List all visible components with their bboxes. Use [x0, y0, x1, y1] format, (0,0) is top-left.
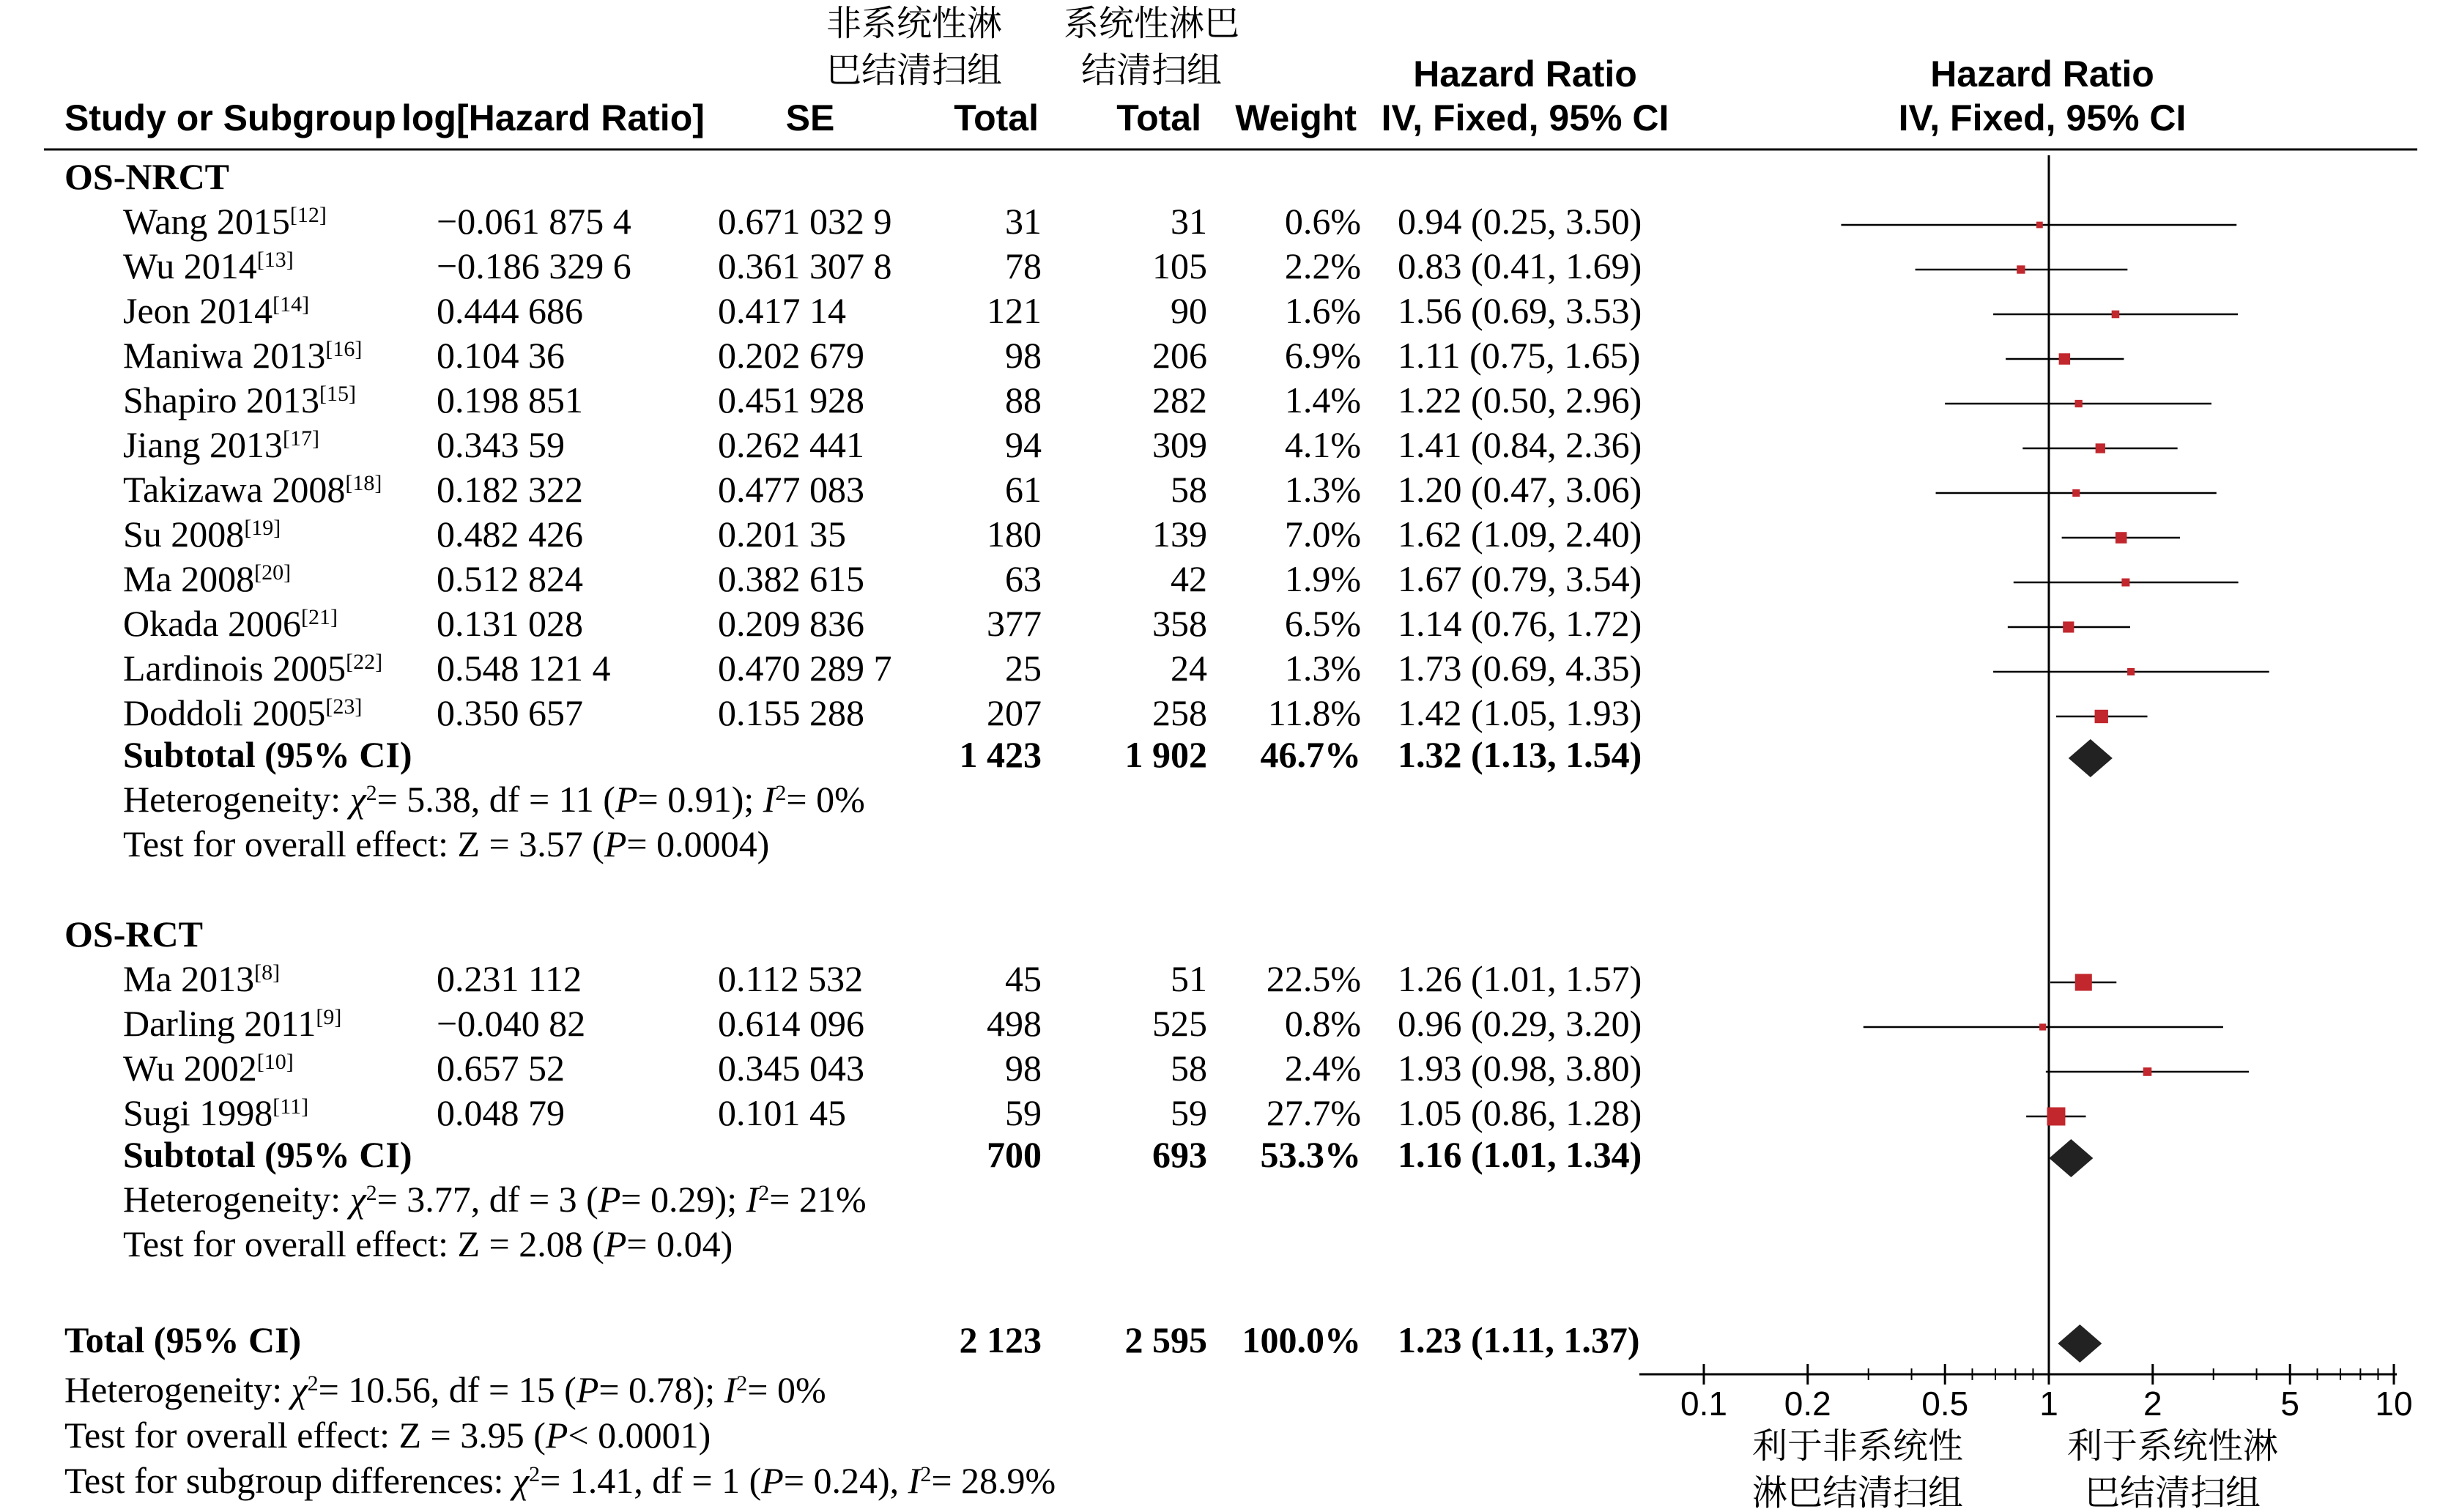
study-total1: 98	[1005, 1048, 1042, 1089]
study-total1: 61	[1005, 469, 1042, 510]
group-heading: OS-NRCT	[64, 156, 230, 197]
header-total2: Total	[1116, 97, 1201, 138]
study-ci: 1.41 (0.84, 2.36)	[1398, 424, 1642, 465]
pooled-diamond	[2069, 739, 2113, 777]
study-total2: 206	[1152, 335, 1207, 376]
study-weight: 1.4%	[1284, 379, 1361, 420]
study-total1: 121	[987, 290, 1042, 331]
study-se: 0.477 083	[718, 469, 864, 510]
study-name: Shapiro 2013[15]	[123, 379, 357, 420]
header-group2-line1: 系统性淋巴	[1063, 3, 1240, 44]
study-total1: 78	[1005, 245, 1042, 286]
study-weight: 7.0%	[1284, 514, 1361, 555]
study-weight: 6.9%	[1284, 335, 1361, 376]
header-se: SE	[785, 97, 835, 138]
study-se: 0.201 35	[718, 514, 846, 555]
header-total1: Total	[954, 97, 1039, 138]
study-ci: 1.11 (0.75, 1.65)	[1398, 335, 1641, 376]
study-total1: 88	[1005, 379, 1042, 420]
study-log-hr: 0.048 79	[437, 1092, 565, 1133]
study-ci: 1.56 (0.69, 3.53)	[1398, 290, 1642, 331]
study-log-hr: 0.512 824	[437, 558, 583, 599]
study-ci: 1.22 (0.50, 2.96)	[1398, 379, 1642, 420]
study-log-hr: −0.186 329 6	[437, 245, 631, 286]
point-estimate	[2121, 579, 2129, 587]
study-weight: 0.6%	[1284, 201, 1361, 242]
header-weight: Weight	[1235, 97, 1357, 138]
subtotal-total1: 1 423	[959, 734, 1042, 775]
study-total2: 59	[1171, 1092, 1207, 1133]
study-se: 0.155 288	[718, 692, 864, 733]
study-ci: 1.62 (1.09, 2.40)	[1398, 514, 1642, 555]
study-total2: 31	[1171, 201, 1207, 242]
study-total2: 139	[1152, 514, 1207, 555]
study-se: 0.112 532	[718, 958, 864, 999]
total-ci: 1.23 (1.11, 1.37)	[1398, 1319, 1640, 1360]
study-weight: 2.4%	[1284, 1048, 1361, 1089]
header-hazard-ratio-left: Hazard Ratio	[1413, 53, 1637, 94]
study-ci: 0.94 (0.25, 3.50)	[1398, 201, 1642, 242]
subtotal-label: Subtotal (95% CI)	[123, 734, 412, 775]
study-total2: 90	[1171, 290, 1207, 331]
study-total1: 59	[1005, 1092, 1042, 1133]
point-estimate	[2039, 1023, 2046, 1030]
group-heterogeneity: Heterogeneity: $\chi^2= 3.77$, df = 3 (P= 0.29); $I^2= 21\%$	[123, 1179, 867, 1220]
point-estimate	[2096, 443, 2105, 453]
study-log-hr: 0.343 59	[437, 424, 565, 465]
study-se: 0.451 928	[718, 379, 864, 420]
point-estimate	[2036, 222, 2043, 229]
group-overall-effect: Test for overall effect: Z = 3.57 (P= 0.0004)	[123, 823, 770, 864]
total-overall-effect: Test for overall effect: Z = 3.95 (P< 0.0001)	[64, 1415, 711, 1456]
study-total1: 498	[987, 1003, 1042, 1044]
study-log-hr: 0.131 028	[437, 603, 583, 644]
study-weight: 1.6%	[1284, 290, 1361, 331]
header-log-hr: log[Hazard Ratio]	[401, 97, 705, 138]
study-name: Ma 2013[8]	[123, 958, 281, 999]
study-ci: 1.05 (0.86, 1.28)	[1398, 1092, 1642, 1133]
study-weight: 1.3%	[1284, 648, 1361, 689]
study-total2: 309	[1152, 424, 1207, 465]
subtotal-total2: 1 902	[1124, 734, 1207, 775]
x-tick-label: 0.2	[1784, 1385, 1831, 1423]
total-weight: 100.0%	[1242, 1319, 1361, 1360]
study-name: Wang 2015[12]	[123, 201, 327, 242]
study-total2: 282	[1152, 379, 1207, 420]
study-total2: 525	[1152, 1003, 1207, 1044]
favours-left-line1: 利于非系统性	[1751, 1426, 1964, 1467]
study-total2: 358	[1152, 603, 1207, 644]
study-ci: 1.14 (0.76, 1.72)	[1398, 603, 1642, 644]
study-weight: 11.8%	[1267, 692, 1361, 733]
study-ci: 1.67 (0.79, 3.54)	[1398, 558, 1642, 599]
total-label: Total (95% CI)	[64, 1319, 302, 1360]
header-group1-line1: 非系统性淋	[826, 3, 1003, 44]
study-log-hr: 0.548 121 4	[437, 648, 611, 689]
study-weight: 1.3%	[1284, 469, 1361, 510]
header-group2-line2: 结清扫组	[1080, 50, 1223, 91]
study-log-hr: 0.198 851	[437, 379, 583, 420]
study-total2: 42	[1171, 558, 1207, 599]
subtotal-total2: 693	[1152, 1134, 1207, 1175]
study-log-hr: 0.231 112	[437, 958, 582, 999]
study-weight: 1.9%	[1284, 558, 1361, 599]
study-name: Doddoli 2005[23]	[123, 692, 363, 733]
study-ci: 0.83 (0.41, 1.69)	[1398, 245, 1642, 286]
study-log-hr: 0.182 322	[437, 469, 583, 510]
study-total1: 31	[1005, 201, 1042, 242]
study-ci: 1.20 (0.47, 3.06)	[1398, 469, 1642, 510]
x-tick-label: 2	[2143, 1385, 2162, 1423]
study-total1: 25	[1005, 648, 1042, 689]
study-log-hr: 0.482 426	[437, 514, 583, 555]
study-name: Darling 2011[9]	[123, 1003, 342, 1044]
study-name: Jiang 2013[17]	[123, 424, 320, 465]
study-log-hr: 0.657 52	[437, 1048, 565, 1089]
study-weight: 2.2%	[1284, 245, 1361, 286]
pooled-diamond	[2049, 1139, 2093, 1177]
point-estimate	[2143, 1067, 2152, 1076]
study-total1: 180	[987, 514, 1042, 555]
study-total1: 63	[1005, 558, 1042, 599]
study-log-hr: 0.104 36	[437, 335, 565, 376]
point-estimate	[2017, 265, 2025, 273]
study-ci: 1.42 (1.05, 1.93)	[1398, 692, 1642, 733]
study-ci: 1.93 (0.98, 3.80)	[1398, 1048, 1642, 1089]
favours-left-line2: 淋巴结清扫组	[1751, 1472, 1964, 1512]
favours-right-line2: 巴结清扫组	[2084, 1472, 2261, 1512]
subgroup-differences: Test for subgroup differences: $\chi^2= 1.41$, df = 1 (P= 0.24), $I^2= 28.9\%$	[64, 1460, 1056, 1501]
study-name: Ma 2008[20]	[123, 558, 292, 599]
study-total1: 98	[1005, 335, 1042, 376]
study-se: 0.209 836	[718, 603, 864, 644]
study-name: Jeon 2014[14]	[123, 290, 310, 331]
study-log-hr: 0.350 657	[437, 692, 583, 733]
total-heterogeneity: Heterogeneity: $\chi^2= 10.56$, df = 15 (P= 0.78); $I^2= 0\%$	[64, 1369, 826, 1410]
study-total2: 51	[1171, 958, 1207, 999]
point-estimate	[2063, 621, 2074, 632]
study-se: 0.382 615	[718, 558, 864, 599]
study-total1: 45	[1005, 958, 1042, 999]
total-total2: 2 595	[1124, 1319, 1207, 1360]
group-heterogeneity: Heterogeneity: $\chi^2= 5.38$, df = 11 (P= 0.91); $I^2= 0\%$	[123, 779, 865, 820]
header-method-left: IV, Fixed, 95% CI	[1381, 97, 1669, 138]
point-estimate	[2047, 1108, 2066, 1126]
study-name: Sugi 1998[11]	[123, 1092, 309, 1133]
x-tick-label: 0.5	[1921, 1385, 1969, 1423]
subtotal-total1: 700	[987, 1134, 1042, 1175]
favours-right-line1: 利于系统性淋	[2066, 1426, 2279, 1467]
point-estimate	[2095, 710, 2108, 723]
header-hazard-ratio-right: Hazard Ratio	[1930, 53, 2154, 94]
total-total1: 2 123	[959, 1319, 1042, 1360]
study-name: Wu 2014[13]	[123, 245, 294, 286]
study-ci: 0.96 (0.29, 3.20)	[1398, 1003, 1642, 1044]
study-total1: 94	[1005, 424, 1042, 465]
subtotal-ci: 1.16 (1.01, 1.34)	[1398, 1134, 1642, 1175]
point-estimate	[2072, 489, 2080, 497]
study-total1: 207	[987, 692, 1042, 733]
subtotal-weight: 53.3%	[1260, 1134, 1361, 1175]
study-name: Lardinois 2005[22]	[123, 648, 383, 689]
study-total2: 58	[1171, 469, 1207, 510]
study-name: Okada 2006[21]	[123, 603, 338, 644]
group-overall-effect: Test for overall effect: Z = 2.08 (P= 0.04)	[123, 1223, 733, 1264]
header-method-right: IV, Fixed, 95% CI	[1898, 97, 2187, 138]
study-se: 0.470 289 7	[718, 648, 892, 689]
point-estimate	[2127, 668, 2135, 675]
study-name: Su 2008[19]	[123, 514, 281, 555]
subtotal-weight: 46.7%	[1260, 734, 1361, 775]
study-se: 0.361 307 8	[718, 245, 892, 286]
study-weight: 22.5%	[1266, 958, 1361, 999]
study-se: 0.614 096	[718, 1003, 864, 1044]
point-estimate	[2075, 974, 2092, 990]
x-tick-label: 10	[2375, 1385, 2413, 1423]
study-weight: 6.5%	[1284, 603, 1361, 644]
point-estimate	[2116, 532, 2127, 544]
study-log-hr: −0.061 875 4	[437, 201, 631, 242]
x-tick-label: 0.1	[1680, 1385, 1727, 1423]
study-total1: 377	[987, 603, 1042, 644]
x-tick-label: 5	[2280, 1385, 2300, 1423]
group-heading: OS-RCT	[64, 914, 203, 955]
study-weight: 0.8%	[1284, 1003, 1361, 1044]
pooled-diamond	[2058, 1324, 2102, 1363]
study-total2: 105	[1152, 245, 1207, 286]
study-se: 0.202 679	[718, 335, 864, 376]
study-ci: 1.73 (0.69, 4.35)	[1398, 648, 1642, 689]
study-log-hr: 0.444 686	[437, 290, 583, 331]
study-total2: 258	[1152, 692, 1207, 733]
study-name: Maniwa 2013[16]	[123, 335, 363, 376]
study-se: 0.101 45	[718, 1092, 846, 1133]
header-study: Study or Subgroup	[64, 97, 396, 138]
study-weight: 4.1%	[1284, 424, 1361, 465]
study-name: Wu 2002[10]	[123, 1048, 294, 1089]
study-name: Takizawa 2008[18]	[123, 469, 382, 510]
study-se: 0.671 032 9	[718, 201, 892, 242]
subtotal-label: Subtotal (95% CI)	[123, 1134, 412, 1175]
study-se: 0.262 441	[718, 424, 864, 465]
point-estimate	[2075, 400, 2083, 407]
study-total2: 24	[1171, 648, 1207, 689]
point-estimate	[2059, 353, 2070, 364]
study-ci: 1.26 (1.01, 1.57)	[1398, 958, 1642, 999]
header-group1-line2: 巴结清扫组	[826, 50, 1003, 91]
study-se: 0.417 14	[718, 290, 846, 331]
study-total2: 58	[1171, 1048, 1207, 1089]
study-log-hr: −0.040 82	[437, 1003, 586, 1044]
study-weight: 27.7%	[1266, 1092, 1361, 1133]
x-tick-label: 1	[2039, 1385, 2058, 1423]
subtotal-ci: 1.32 (1.13, 1.54)	[1398, 734, 1642, 775]
point-estimate	[2112, 311, 2120, 319]
study-se: 0.345 043	[718, 1048, 864, 1089]
